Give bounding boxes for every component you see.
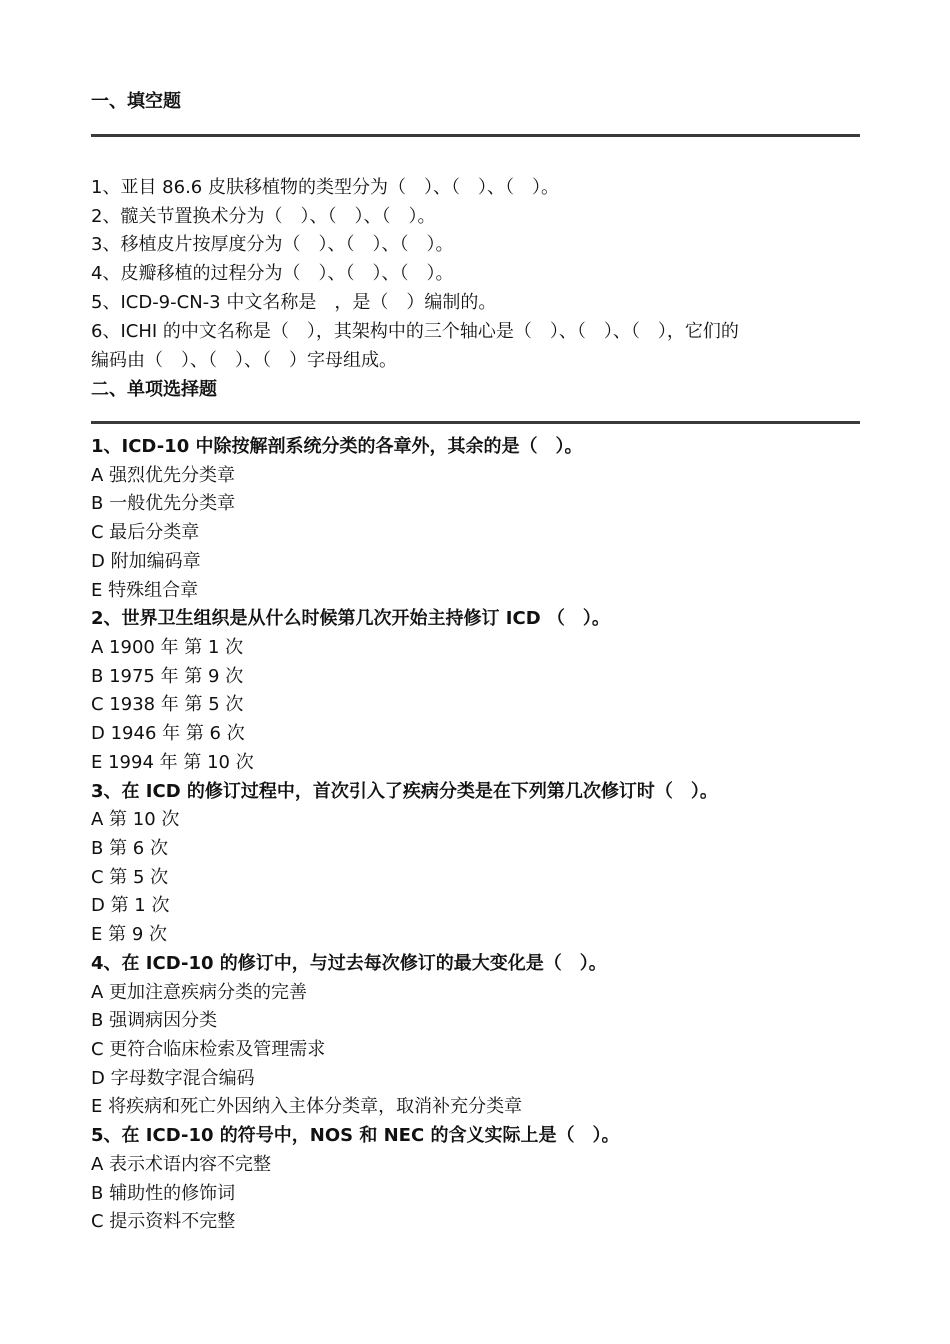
option-c: C 更符合临床检索及管理需求 bbox=[91, 1039, 326, 1060]
option-e: E 第 9 次 bbox=[91, 924, 167, 945]
choice-question-2: 2、世界卫生组织是从什么时候第几次开始主持修订 ICD （ ）。 bbox=[91, 608, 610, 629]
fill-question-1: 1、亚目 86.6 皮肤移植物的类型分为（ ）、（ ）、（ ）。 bbox=[91, 177, 559, 198]
option-b: B 第 6 次 bbox=[91, 838, 168, 859]
option-c: C 第 5 次 bbox=[91, 867, 169, 888]
section-title-single-choice: 二、单项选择题 bbox=[91, 379, 217, 400]
option-a: A 表示术语内容不完整 bbox=[91, 1154, 272, 1175]
choice-question-1: 1、ICD-10 中除按解剖系统分类的各章外，其余的是（ ）。 bbox=[91, 436, 583, 457]
option-d: D 第 1 次 bbox=[91, 895, 170, 916]
option-d: D 附加编码章 bbox=[91, 551, 201, 572]
choice-question-4: 4、在 ICD-10 的修订中，与过去每次修订的最大变化是（ ）。 bbox=[91, 953, 607, 974]
option-d: D 1946 年 第 6 次 bbox=[91, 723, 245, 744]
fill-question-6: 6、ICHI 的中文名称是（ ），其架构中的三个轴心是（ ）、（ ）、（ ），它们的 bbox=[91, 321, 739, 342]
option-a: A 1900 年 第 1 次 bbox=[91, 637, 244, 658]
option-d: D 字母数字混合编码 bbox=[91, 1068, 255, 1089]
option-e: E 特殊组合章 bbox=[91, 580, 199, 601]
section-divider bbox=[91, 421, 860, 424]
option-c: C 最后分类章 bbox=[91, 522, 200, 543]
fill-question-6-continued: 编码由（ ）、（ ）、（ ）字母组成。 bbox=[91, 350, 397, 371]
section-title-fill-in: 一、填空题 bbox=[91, 91, 181, 112]
option-a: A 强烈优先分类章 bbox=[91, 465, 236, 486]
choice-question-5: 5、在 ICD-10 的符号中，NOS 和 NEC 的含义实际上是（ ）。 bbox=[91, 1125, 620, 1146]
section-divider bbox=[91, 134, 860, 137]
option-e: E 1994 年 第 10 次 bbox=[91, 752, 254, 773]
option-b: B 强调病因分类 bbox=[91, 1010, 218, 1031]
option-c: C 提示资料不完整 bbox=[91, 1211, 236, 1232]
fill-question-5: 5、ICD-9-CN-3 中文名称是 ，是（ ）编制的。 bbox=[91, 292, 497, 313]
option-e: E 将疾病和死亡外因纳入主体分类章，取消补充分类章 bbox=[91, 1096, 523, 1117]
option-a: A 第 10 次 bbox=[91, 809, 180, 830]
option-a: A 更加注意疾病分类的完善 bbox=[91, 982, 308, 1003]
option-b: B 一般优先分类章 bbox=[91, 493, 236, 514]
choice-question-3: 3、在 ICD 的修订过程中，首次引入了疾病分类是在下列第几次修订时（ ）。 bbox=[91, 781, 718, 802]
option-b: B 辅助性的修饰词 bbox=[91, 1183, 236, 1204]
fill-question-3: 3、移植皮片按厚度分为（ ）、（ ）、（ ）。 bbox=[91, 234, 454, 255]
option-b: B 1975 年 第 9 次 bbox=[91, 666, 244, 687]
fill-question-4: 4、皮瓣移植的过程分为（ ）、（ ）、（ ）。 bbox=[91, 263, 454, 284]
fill-question-2: 2、髋关节置换术分为（ ）、（ ）、（ ）。 bbox=[91, 206, 436, 227]
option-c: C 1938 年 第 5 次 bbox=[91, 694, 244, 715]
